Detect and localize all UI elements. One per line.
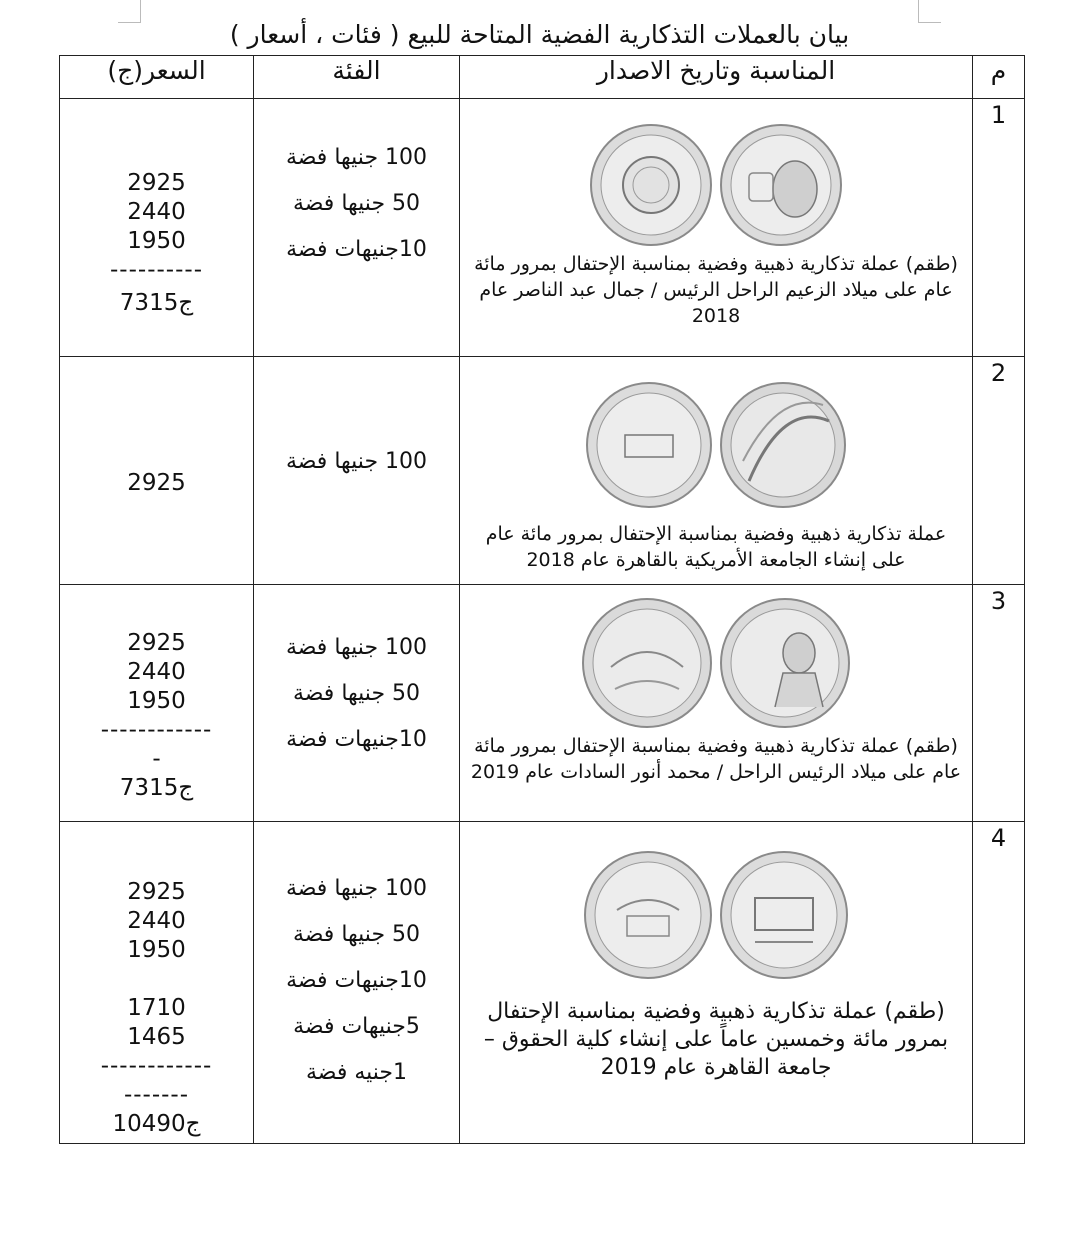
price-separator: ------------ bbox=[100, 1053, 213, 1079]
document-title: بيان بالعملات التذكارية الفضية المتاحة للبيع ( فئات ، أسعار ) bbox=[229, 20, 850, 49]
denomination-line: 5جنيهات فضة bbox=[293, 1014, 420, 1039]
price-value: 2440 bbox=[127, 199, 186, 225]
coin-reverse-image bbox=[719, 381, 847, 509]
price-value: 1950 bbox=[127, 228, 186, 254]
coin-reverse-image bbox=[719, 123, 843, 247]
price-value bbox=[60, 965, 253, 994]
price-cell bbox=[60, 822, 254, 1144]
occasion-description: (طقم) عملة تذكارية ذهبية وفضية بمناسبة الإحتفال بمرور مائة عام على ميلاد الرئيس الراحل / محمد أنور السادات عام 2019 bbox=[470, 735, 962, 783]
price-value: 2925 bbox=[127, 630, 186, 656]
coin-reverse-image bbox=[719, 850, 849, 980]
denomination-cell bbox=[254, 822, 460, 1144]
price-value: 2925 bbox=[127, 879, 186, 905]
price-value: 1710 bbox=[127, 995, 186, 1021]
occasion-cell bbox=[460, 585, 973, 822]
denomination-cell bbox=[254, 585, 460, 822]
occasion-description: (طقم) عملة تذكارية ذهبية وفضية بمناسبة الإحتفال بمرور مائة وخمسين عاماً على إنشاء كلية الحقوق – جامعة القاهرة عام 2019 bbox=[483, 999, 949, 1080]
price-value: 1950 bbox=[127, 937, 186, 963]
coin-obverse-image bbox=[583, 850, 713, 980]
denomination-line: 100 جنيها فضة bbox=[285, 145, 428, 170]
price-separator: - bbox=[152, 746, 161, 772]
price-value: 2925 bbox=[127, 470, 186, 496]
denomination-line: 50 جنيها فضة bbox=[292, 191, 421, 216]
header-price: السعر(ج) bbox=[60, 56, 254, 99]
table-row bbox=[60, 585, 1025, 822]
denomination-line: 100 جنيها فضة bbox=[285, 449, 428, 474]
coin-obverse-image bbox=[589, 123, 713, 247]
row-number: 4 bbox=[973, 822, 1025, 1144]
denomination-line: 10جنيهات فضة bbox=[286, 237, 427, 262]
denomination-line: 1جنيه فضة bbox=[305, 1060, 408, 1085]
header-occasion: المناسبة وتاريخ الاصدار bbox=[460, 56, 973, 99]
denomination-line: 50 جنيها فضة bbox=[292, 922, 421, 947]
row-number: 1 bbox=[973, 99, 1025, 357]
price-total: 7315ج bbox=[119, 775, 194, 801]
price-cell bbox=[60, 357, 254, 585]
occasion-description: عملة تذكارية ذهبية وفضية بمناسبة الإحتفال بمرور مائة عام على إنشاء الجامعة الأمريكية بالقاهرة عام 2018 bbox=[485, 523, 947, 571]
price-total: 7315ج bbox=[119, 290, 194, 316]
row-number: 2 bbox=[973, 357, 1025, 585]
denomination-line: 100 جنيها فضة bbox=[285, 635, 428, 660]
occasion-cell bbox=[460, 99, 973, 357]
coin-pair bbox=[460, 597, 972, 729]
price-value: 1465 bbox=[127, 1024, 186, 1050]
table-row bbox=[60, 99, 1025, 357]
price-separator: ------------ bbox=[100, 717, 213, 743]
denomination-line: 50 جنيها فضة bbox=[292, 681, 421, 706]
denomination-line: 10جنيهات فضة bbox=[286, 968, 427, 993]
price-value: 2925 bbox=[127, 170, 186, 196]
denomination-cell bbox=[254, 99, 460, 357]
coin-obverse-image bbox=[585, 381, 713, 509]
occasion-description: (طقم) عملة تذكارية ذهبية وفضية بمناسبة الإحتفال بمرور مائة عام على ميلاد الزعيم الراحل الرئيس / جمال عبد الناصر عام 2018 bbox=[474, 253, 958, 327]
price-value: 2440 bbox=[127, 908, 186, 934]
table-header-row bbox=[60, 56, 1025, 99]
table-row bbox=[60, 822, 1025, 1144]
coin-pair bbox=[460, 123, 972, 247]
denomination-line: 100 جنيها فضة bbox=[285, 876, 428, 901]
occasion-cell bbox=[460, 822, 973, 1144]
header-denomination: الفئة bbox=[254, 56, 460, 99]
price-separator: ---------- bbox=[110, 257, 203, 283]
denomination-cell bbox=[254, 357, 460, 585]
coins-table bbox=[59, 55, 1025, 1144]
price-total: 10490ج bbox=[112, 1111, 201, 1137]
header-number: م bbox=[973, 56, 1025, 99]
price-value: 2440 bbox=[127, 659, 186, 685]
row-number: 3 bbox=[973, 585, 1025, 822]
occasion-cell bbox=[460, 357, 973, 585]
price-cell bbox=[60, 585, 254, 822]
denomination-line: 10جنيهات فضة bbox=[286, 727, 427, 752]
table-row bbox=[60, 357, 1025, 585]
coin-obverse-image bbox=[581, 597, 713, 729]
coin-pair bbox=[460, 850, 972, 980]
coin-pair bbox=[460, 381, 972, 509]
price-separator: ------- bbox=[123, 1082, 190, 1108]
price-cell bbox=[60, 99, 254, 357]
coin-reverse-image bbox=[719, 597, 851, 729]
price-value: 1950 bbox=[127, 688, 186, 714]
